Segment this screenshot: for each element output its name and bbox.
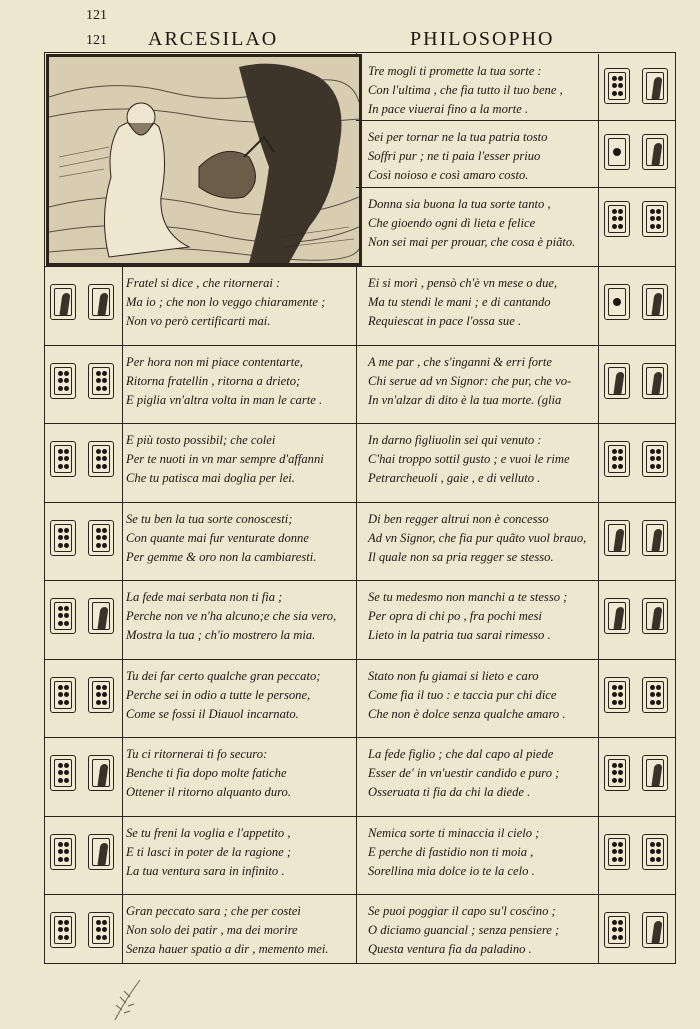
verse-stanza [368,588,567,645]
dice-pair [50,363,114,399]
verse-line: In darno figliuolin sei qui venuto : [368,433,542,447]
dice-pair [604,284,668,320]
verse-stanza [126,745,291,802]
verse-line: Soffri pur ; ne ti paia l'esser priuo [368,149,541,163]
die-icon [604,677,630,713]
verse-line: Senza hauer spatio a dir , memento mei. [126,942,329,956]
verse-line: La tua ventura sara in infinito . [126,864,285,878]
dice-pair [50,834,114,870]
verse-line: Con l'ultima , che fia tutto il tuo bene , [368,83,563,97]
figure-die-icon [642,284,668,320]
running-title-right: PHILOSOPHO [410,28,555,50]
verse-line: Con quante mai fur venturate donne [126,531,309,545]
verse-stanza [126,274,325,331]
die-icon [604,834,630,870]
figure-die-icon [642,912,668,948]
row-rule [356,120,676,121]
verse-line: Tu ci ritornerai ti fo securo: [126,747,268,761]
row-rule [44,894,676,895]
verse-line: Ottener il ritorno alquanto duro. [126,785,292,799]
running-header [48,26,670,52]
verse-line: Così noioso e così amaro costo. [368,168,529,182]
verse-line: Non sei mai per prouar, che cosa è piãto. [368,235,576,249]
die-icon [88,441,114,477]
verse-line: Che tu patisca mai doglia per lei. [126,471,295,485]
die-icon [604,134,630,170]
verse-stanza [368,824,539,881]
verse-line: E più tosto possibil; che colei [126,433,276,447]
verse-stanza [368,745,559,802]
verse-line: Lieto in la patria tua sarai rimesso . [368,628,551,642]
verse-line: Nemica sorte ti minaccia il cielo ; [368,826,540,840]
verse-stanza [368,510,586,567]
verse-line: Per opra di chi po , fra pochi mesi [368,609,542,623]
verse-line: E perche di fastidio non ti moia , [368,845,534,859]
verse-line: Petrarcheuoli , gaie , e di velluto . [368,471,541,485]
verse-line: Gran peccato sara ; che per costeì [126,904,301,918]
verse-line: O diciamo guancial ; senza pensiere ; [368,923,560,937]
verse-line: In vn'alzar di dito è la tua morte. (glia [368,393,562,407]
verse-line: Chi serue ad vn Signor: che pur, che vo- [368,374,572,388]
verse-line: Stato non fu giamai si lieto e caro [368,669,539,683]
verse-line: Di ben regger altrui non è concesso [368,512,549,526]
die-icon [50,912,76,948]
column-rule [122,266,123,964]
verse-stanza [368,902,559,959]
figure-die-icon [50,284,76,320]
die-icon [604,284,630,320]
figure-die-icon [604,520,630,556]
row-rule [44,345,676,346]
woodcut-illustration [46,54,362,266]
dice-pair [604,68,668,104]
die-icon [50,598,76,634]
dice-pair [50,912,114,948]
die-icon [88,912,114,948]
dice-pair [604,363,668,399]
verse-line: Se tu freni la voglia e l'appetito , [126,826,291,840]
die-icon [642,677,668,713]
dice-pair [604,520,668,556]
verse-line: Osseruata ti fia da chi la diede . [368,785,531,799]
feather-mark [110,975,150,1025]
die-icon [50,677,76,713]
page-number: 121 [86,33,107,48]
verse-line: Come se fossi il Diauol incarnato. [126,707,299,721]
dice-pair [50,441,114,477]
verse-line: Se tu medesmo non manchi a te stesso ; [368,590,568,604]
die-icon [642,834,668,870]
verse-line: Questa ventura fia da paladino . [368,942,532,956]
dice-pair [50,598,114,634]
verse-line: Perche sei in odio a tutte le persone, [126,688,311,702]
verse-line: Non solo dei patir , ma dei morire [126,923,298,937]
verse-line: Per gemme & oro non la cambiaresti. [126,550,317,564]
verse-stanza [368,667,566,724]
verse-line: C'hai troppo sottil gusto ; e vuoi le rime [368,452,570,466]
verse-line: Benche ti fia dopo molte fatiche [126,766,287,780]
dice-pair [604,755,668,791]
verse-line: Perche non ve n'ha alcuno;e che sia vero, [126,609,337,623]
die-icon [50,834,76,870]
verse-line: Requiescat in pace l'ossa sue . [368,314,522,328]
dice-pair [50,284,114,320]
verse-stanza [368,353,571,410]
row-rule [44,266,676,267]
verse-stanza [368,195,575,252]
verse-line: Fratel si dice , che ritornerai : [126,276,281,290]
verse-stanza [126,824,291,881]
verse-line: Ei si morì , pensò ch'è vn mese o due, [368,276,558,290]
verse-stanza [126,510,316,567]
verse-line: Ritorna fratellin , ritorna a drieto; [126,374,301,388]
verse-line: Esser de' in vn'uestir candido e puro ; [368,766,560,780]
verse-line: E ti lasci in poter de la ragione ; [126,845,292,859]
dice-pair [50,755,114,791]
row-rule [356,187,676,188]
verse-stanza [368,431,570,488]
figure-die-icon [604,363,630,399]
verse-line: Per te nuoti in vn mar sempre d'affanni [126,452,324,466]
dice-pair [604,912,668,948]
die-icon [604,68,630,104]
verse-line: Non vo però certificarti mai. [126,314,271,328]
verse-stanza [126,667,320,724]
verse-line: Per hora non mi piace contentarte, [126,355,303,369]
figure-die-icon [642,520,668,556]
figure-die-icon [88,598,114,634]
verse-line: Mostra la tua ; ch'io mostrero la mia. [126,628,316,642]
verse-line: La fede mai serbata non ti fia ; [126,590,283,604]
row-rule [44,580,676,581]
column-rule [598,54,599,964]
figure-die-icon [88,284,114,320]
dice-pair [50,677,114,713]
dice-pair [604,441,668,477]
figure-die-icon [642,755,668,791]
verse-stanza [126,902,329,959]
dice-pair [604,598,668,634]
verse-line: Ma io ; che non lo veggo chiaramente ; [126,295,326,309]
die-icon [50,520,76,556]
die-icon [88,520,114,556]
die-icon [50,363,76,399]
verse-stanza [368,274,557,331]
verse-line: Ma tu stendi le mani ; e di cantando [368,295,551,309]
verse-stanza [126,588,336,645]
verse-line: Tre mogli ti promette la tua sorte : [368,64,542,78]
verse-line: La fede figlio ; che dal capo al piede [368,747,554,761]
verse-line: Ad vn Signor, che fia pur quãto vuol brauo, [368,531,587,545]
die-icon [642,201,668,237]
verse-line: Sorellina mia dolce io te la celo . [368,864,535,878]
dice-pair [604,677,668,713]
verse-stanza [368,128,547,185]
verse-line: Donna sia buona la tua sorte tanto , [368,197,551,211]
verse-line: E piglia vn'altra volta in man le carte . [126,393,323,407]
row-rule [44,423,676,424]
verse-line: Che non è dolce senza qualche amaro . [368,707,566,721]
verse-line: Sei per tornar ne la tua patria tosto [368,130,548,144]
figure-die-icon [642,134,668,170]
die-icon [50,755,76,791]
figure-die-icon [642,598,668,634]
die-icon [642,441,668,477]
verse-line: Il quale non sa pria regger se stesso. [368,550,554,564]
die-icon [88,677,114,713]
verse-stanza [126,431,324,488]
figure-die-icon [88,834,114,870]
die-icon [50,441,76,477]
row-rule [44,659,676,660]
figure-die-icon [642,68,668,104]
verse-line: Tu dei far certo qualche gran peccato; [126,669,321,683]
page-number-top: 121 [86,8,107,23]
die-icon [604,755,630,791]
figure-die-icon [88,755,114,791]
row-rule [44,737,676,738]
die-icon [604,441,630,477]
verse-line: A me par , che s'inganni & erri forte [368,355,553,369]
verse-line: In pace viuerai fino a la morte . [368,102,529,116]
running-title-left: ARCESILAO [148,28,279,50]
verse-line: Che gioendo ogni dì lieta e felice [368,216,536,230]
die-icon [88,363,114,399]
verse-line: Come fia il tuo : e taccia pur chi dice [368,688,557,702]
figure-die-icon [642,363,668,399]
die-icon [604,201,630,237]
verse-line: Se puoi poggiar il capo su'l cosćino ; [368,904,556,918]
die-icon [604,912,630,948]
dice-pair [604,201,668,237]
row-rule [44,502,676,503]
dice-pair [604,834,668,870]
dice-pair [50,520,114,556]
verse-stanza [368,62,563,119]
row-rule [44,816,676,817]
dice-pair [604,134,668,170]
verse-line: Se tu ben la tua sorte conoscesti; [126,512,293,526]
verse-stanza [126,353,322,410]
figure-die-icon [604,598,630,634]
